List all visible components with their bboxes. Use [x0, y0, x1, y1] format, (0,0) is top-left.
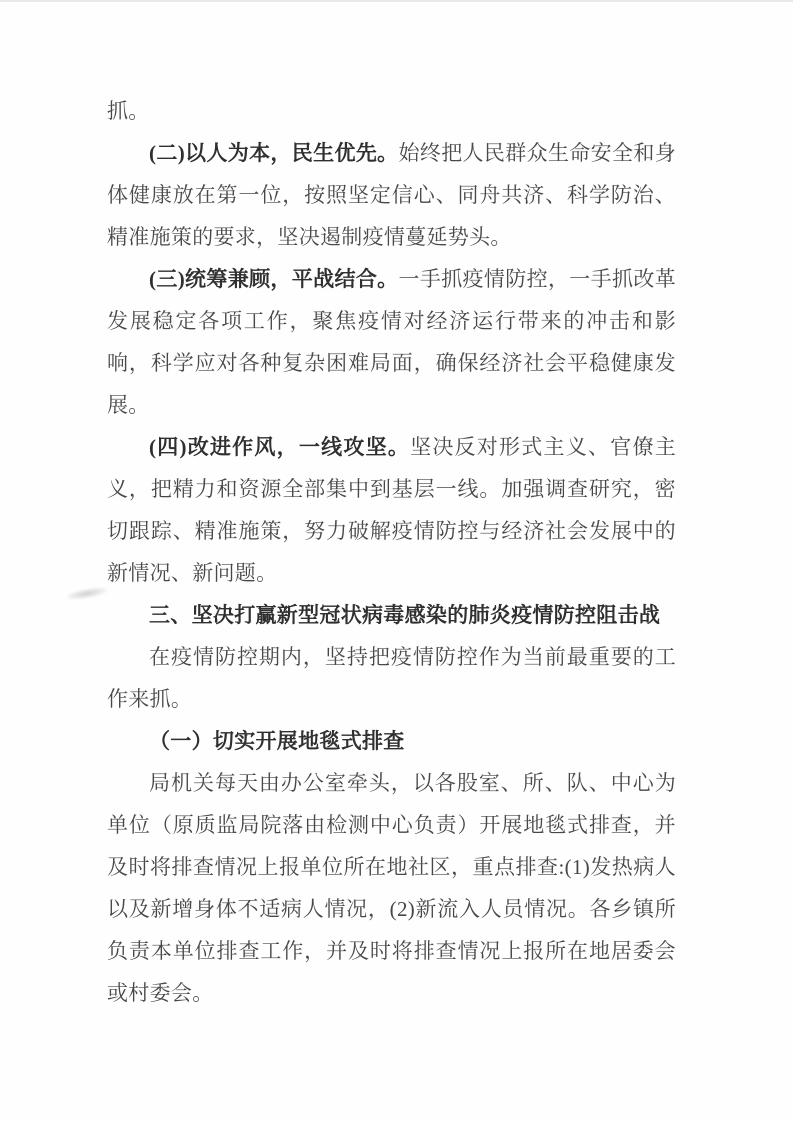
subsection-heading-1: （一）切实开展地毯式排查 [149, 729, 405, 753]
paragraph-point-2-lead: (二)以人为本，民生优先。 [149, 141, 399, 165]
document-body [107, 90, 676, 1014]
paragraph-point-4-lead: (四)改进作风，一线攻坚。 [149, 435, 411, 459]
scan-smudge [66, 585, 109, 601]
paragraph-continuation: 抓。 [107, 99, 150, 123]
paragraph-point-3-lead: (三)统筹兼顾，平战结合。 [149, 267, 399, 291]
scanner-edge-artifact [0, 0, 793, 2]
paragraph-point-2-text: 始终把人民群众生命安全和身体健康放在第一位，按照坚定信心、同舟共济、科学防治、精准施策的要求，坚决遏制疫情蔓延势头。 [107, 141, 676, 249]
paragraph-epidemic-priority: 在疫情防控期内，坚持把疫情防控作为当前最重要的工作来抓。 [107, 645, 676, 711]
paragraph-point-4 [107, 426, 676, 594]
section-heading-3: 三、坚决打赢新型冠状病毒感染的肺炎疫情防控阻击战 [149, 603, 661, 627]
paragraph-point-3 [107, 258, 676, 426]
paragraph-point-2 [107, 132, 676, 258]
paragraph-point-4-text: 坚决反对形式主义、官僚主义，把精力和资源全部集中到基层一线。加强调查研究，密切跟踪、精准施策，努力破解疫情防控与经济社会发展中的新情况、新问题。 [107, 435, 676, 585]
paragraph-point-3-text: 一手抓疫情防控，一手抓改革发展稳定各项工作，聚焦疫情对经济运行带来的冲击和影响，科学应对各种复杂困难局面，确保经济社会平稳健康发展。 [107, 267, 676, 417]
paragraph-screening-details: 局机关每天由办公室牵头，以各股室、所、队、中心为单位（原质监局院落由检测中心负责）开展地毯式排查，并及时将排查情况上报单位所在地社区，重点排查:(1)发热病人以及新增身体不适病人情况，(2)新流入人员情况。各乡镇所负责本单位排查工作，并及时将排查情况上报所在地居委会或村委会。 [107, 771, 676, 1005]
